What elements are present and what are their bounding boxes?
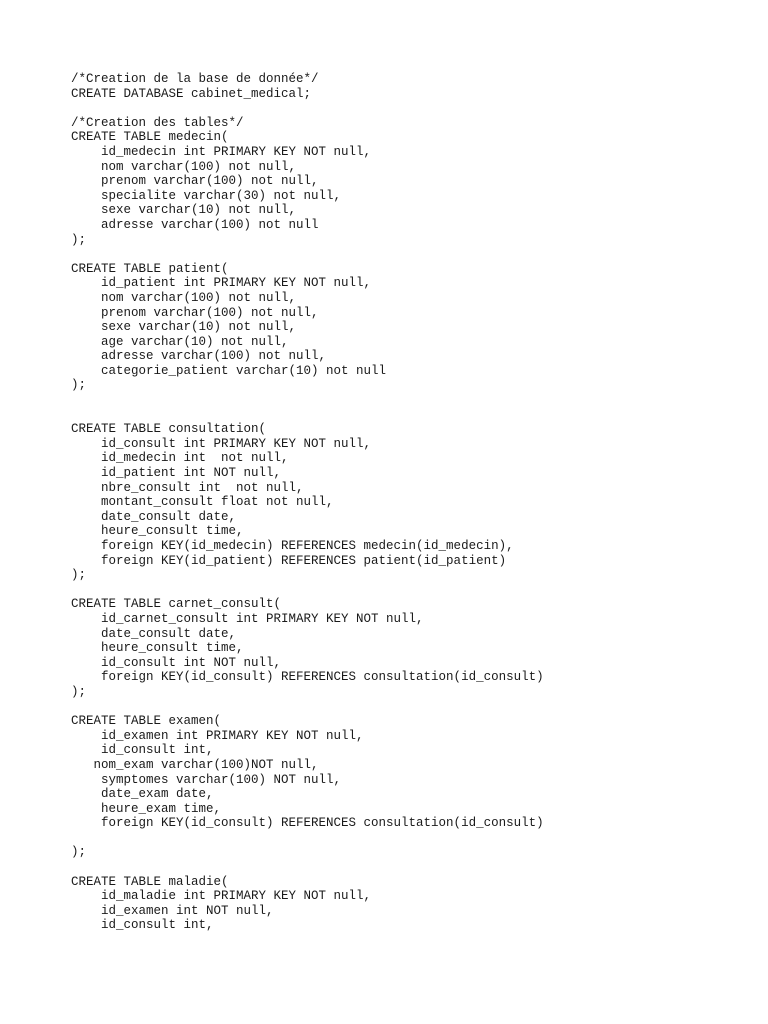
code-line: /*Creation de la base de donnée*/ [71, 72, 319, 86]
code-line [71, 408, 544, 423]
code-line: ); [71, 378, 87, 393]
code-line: sexe varchar(10) not null, [71, 320, 297, 335]
code-line: adresse varchar(100) not null [71, 217, 319, 232]
code-line: id_medecin int not null, [71, 451, 289, 466]
code-line: date_exam date, [71, 787, 214, 802]
code-line [71, 393, 544, 408]
code-line: prenom varchar(100) not null, [71, 174, 319, 189]
code-line: id_examen int PRIMARY KEY NOT null, [71, 728, 364, 743]
code-line [71, 831, 544, 846]
code-line: heure_consult time, [71, 641, 244, 656]
code-line [71, 247, 544, 262]
code-line: CREATE TABLE medecin( [71, 130, 229, 145]
code-line: id_carnet_consult int PRIMARY KEY NOT null, [71, 611, 424, 626]
code-line: sexe varchar(10) not null, [71, 203, 297, 218]
code-line: foreign KEY(id_consult) REFERENCES consultation(id_consult) [71, 670, 544, 685]
code-line: nbre_consult int not null, [71, 480, 304, 495]
code-line: id_consult int NOT null, [71, 655, 282, 670]
code-line: nom varchar(100) not null, [71, 290, 297, 305]
code-line: date_consult date, [71, 626, 237, 641]
code-line: id_consult int PRIMARY KEY NOT null, [71, 436, 372, 451]
code-line: date_consult date, [71, 509, 237, 524]
code-line: id_patient int NOT null, [71, 466, 282, 481]
code-line: categorie_patient varchar(10) not null [71, 363, 387, 378]
code-line: ); [71, 845, 87, 860]
sql-code-listing [71, 72, 544, 933]
code-line: id_maladie int PRIMARY KEY NOT null, [71, 889, 372, 904]
code-line: ); [71, 232, 87, 247]
code-line: specialite varchar(30) not null, [71, 188, 342, 203]
code-line: CREATE TABLE carnet_consult( [71, 597, 282, 612]
code-line: id_examen int NOT null, [71, 903, 274, 918]
code-line: id_patient int PRIMARY KEY NOT null, [71, 276, 372, 291]
code-line [71, 700, 544, 715]
code-line: /*Creation des tables*/ [71, 115, 244, 130]
code-line: ); [71, 568, 87, 583]
code-line: age varchar(10) not null, [71, 334, 289, 349]
code-line [71, 860, 544, 875]
code-line: CREATE TABLE maladie( [71, 874, 229, 889]
code-line: id_consult int, [71, 918, 214, 933]
code-line: adresse varchar(100) not null, [71, 349, 327, 364]
code-line: prenom varchar(100) not null, [71, 305, 319, 320]
code-line: heure_consult time, [71, 524, 244, 539]
code-line [71, 101, 544, 116]
code-line: CREATE TABLE examen( [71, 714, 222, 729]
code-line: CREATE TABLE consultation( [71, 422, 267, 437]
code-line: nom_exam varchar(100)NOT null, [71, 757, 319, 772]
code-line: foreign KEY(id_medecin) REFERENCES medecin(id_medecin), [71, 539, 514, 553]
code-line: nom varchar(100) not null, [71, 159, 297, 174]
code-line: symptomes varchar(100) NOT null, [71, 772, 342, 787]
code-line: foreign KEY(id_patient) REFERENCES patient(id_patient) [71, 553, 507, 568]
code-line: CREATE TABLE patient( [71, 261, 229, 276]
code-line: CREATE DATABASE cabinet_medical; [71, 86, 312, 101]
code-line [71, 583, 544, 598]
code-line: ); [71, 684, 87, 699]
code-line: montant_consult float not null, [71, 495, 334, 510]
code-line: id_consult int, [71, 743, 214, 758]
code-line: heure_exam time, [71, 801, 222, 816]
code-line: id_medecin int PRIMARY KEY NOT null, [71, 144, 372, 159]
code-line: foreign KEY(id_consult) REFERENCES consultation(id_consult) [71, 816, 544, 831]
